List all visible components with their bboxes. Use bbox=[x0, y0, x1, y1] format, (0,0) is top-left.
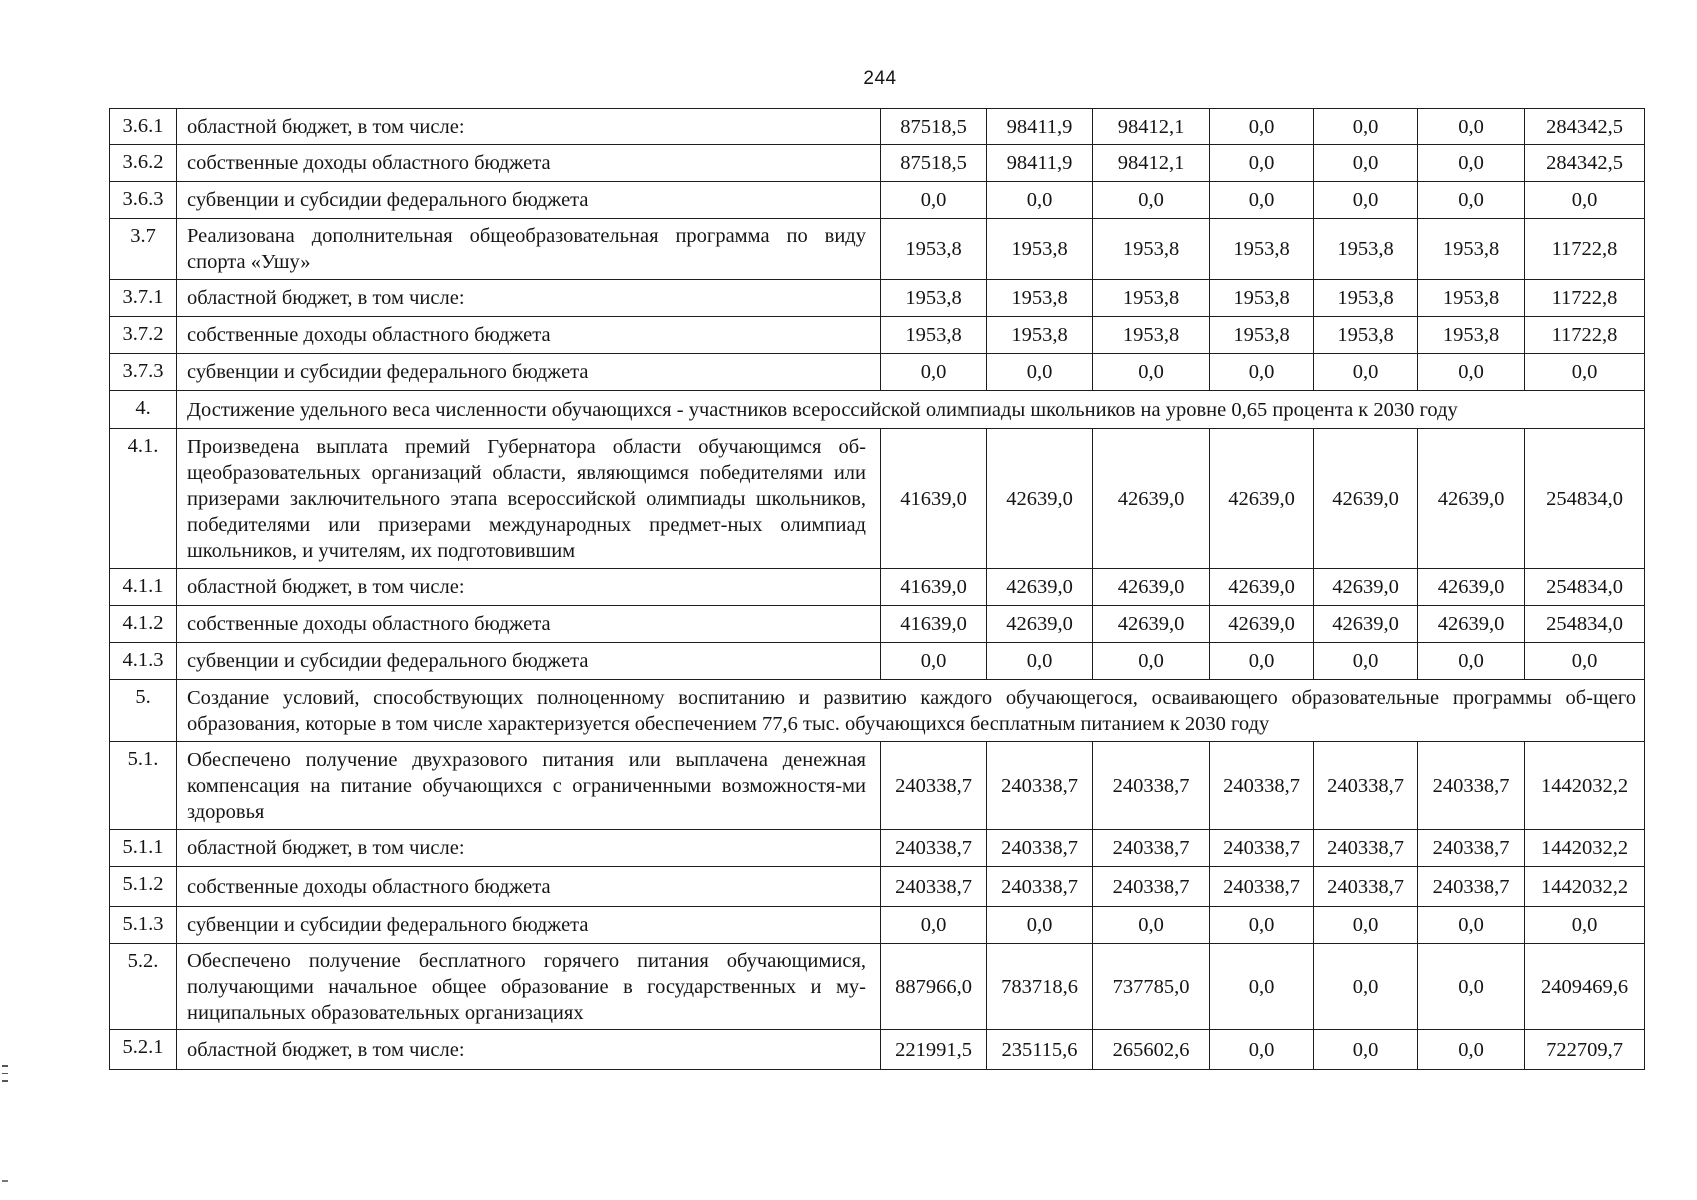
row-name: Обеспечено получение бесплатного горячего питания обучающимися, получающими начальное общее образование в государственных и му-ниципальных образовательных организациях bbox=[177, 944, 881, 1030]
table-row bbox=[110, 742, 1645, 830]
value-total: 11722,8 bbox=[1525, 280, 1645, 317]
value-year: 240338,7 bbox=[1314, 830, 1418, 867]
value-year: 0,0 bbox=[987, 643, 1093, 680]
value-year: 0,0 bbox=[1210, 145, 1314, 182]
value-year: 1953,8 bbox=[881, 219, 987, 280]
value-year: 0,0 bbox=[1418, 354, 1525, 391]
value-year: 1953,8 bbox=[1093, 219, 1210, 280]
value-year: 0,0 bbox=[1210, 643, 1314, 680]
value-year: 0,0 bbox=[987, 354, 1093, 391]
value-year: 1953,8 bbox=[1210, 219, 1314, 280]
budget-table bbox=[109, 108, 1645, 1070]
row-name: областной бюджет, в том числе: bbox=[177, 1030, 881, 1070]
value-total: 2409469,6 bbox=[1525, 944, 1645, 1030]
value-year: 42639,0 bbox=[1093, 606, 1210, 643]
value-year: 41639,0 bbox=[881, 569, 987, 606]
value-year: 0,0 bbox=[1314, 907, 1418, 944]
value-total: 11722,8 bbox=[1525, 317, 1645, 354]
row-name: субвенции и субсидии федерального бюджета bbox=[177, 907, 881, 944]
value-year: 98411,9 bbox=[987, 109, 1093, 145]
value-year: 0,0 bbox=[1418, 109, 1525, 145]
row-name: собственные доходы областного бюджета bbox=[177, 145, 881, 182]
row-code: 3.7.1 bbox=[110, 280, 177, 317]
value-year: 0,0 bbox=[1210, 354, 1314, 391]
value-year: 1953,8 bbox=[987, 280, 1093, 317]
value-year: 42639,0 bbox=[1210, 606, 1314, 643]
value-year: 240338,7 bbox=[881, 830, 987, 867]
value-year: 42639,0 bbox=[1210, 429, 1314, 569]
table-row bbox=[110, 429, 1645, 569]
value-year: 98412,1 bbox=[1093, 145, 1210, 182]
value-year: 0,0 bbox=[987, 182, 1093, 219]
row-code: 3.7.2 bbox=[110, 317, 177, 354]
table-row bbox=[110, 317, 1645, 354]
value-year: 0,0 bbox=[1093, 907, 1210, 944]
row-code: 4.1. bbox=[110, 429, 177, 569]
section-row bbox=[110, 680, 1645, 742]
table-row bbox=[110, 867, 1645, 907]
value-year: 0,0 bbox=[1314, 109, 1418, 145]
value-year: 240338,7 bbox=[1314, 867, 1418, 907]
value-year: 0,0 bbox=[1314, 354, 1418, 391]
section-title: Создание условий, способствующих полноценному воспитанию и развитию каждого обучающегося, осваивающего образовательные программы об-щего образования, которые в том числе характеризуется обеспечением 77,6 тыс. обучающихся бесплатным питанием к 2030 году bbox=[177, 680, 1645, 742]
value-year: 1953,8 bbox=[1093, 280, 1210, 317]
value-year: 235115,6 bbox=[987, 1030, 1093, 1070]
row-name: субвенции и субсидии федерального бюджета bbox=[177, 354, 881, 391]
value-total: 254834,0 bbox=[1525, 606, 1645, 643]
value-year: 42639,0 bbox=[987, 606, 1093, 643]
row-code: 4. bbox=[110, 391, 177, 429]
value-year: 42639,0 bbox=[1314, 606, 1418, 643]
value-year: 1953,8 bbox=[1210, 280, 1314, 317]
value-year: 240338,7 bbox=[1210, 830, 1314, 867]
row-code: 5.1.1 bbox=[110, 830, 177, 867]
value-year: 98412,1 bbox=[1093, 109, 1210, 145]
row-name: областной бюджет, в том числе: bbox=[177, 830, 881, 867]
value-year: 42639,0 bbox=[987, 429, 1093, 569]
value-year: 240338,7 bbox=[1210, 742, 1314, 830]
value-year: 0,0 bbox=[881, 643, 987, 680]
value-year: 0,0 bbox=[1210, 182, 1314, 219]
value-year: 87518,5 bbox=[881, 145, 987, 182]
value-year: 221991,5 bbox=[881, 1030, 987, 1070]
value-year: 0,0 bbox=[987, 907, 1093, 944]
row-code: 3.6.3 bbox=[110, 182, 177, 219]
row-name: субвенции и субсидии федерального бюджета bbox=[177, 643, 881, 680]
row-code: 5. bbox=[110, 680, 177, 742]
table-row bbox=[110, 219, 1645, 280]
row-code: 3.7.3 bbox=[110, 354, 177, 391]
value-total: 0,0 bbox=[1525, 354, 1645, 391]
value-year: 0,0 bbox=[1314, 643, 1418, 680]
value-year: 0,0 bbox=[881, 907, 987, 944]
row-code: 5.1.2 bbox=[110, 867, 177, 907]
value-year: 887966,0 bbox=[881, 944, 987, 1030]
table-row bbox=[110, 944, 1645, 1030]
value-total: 254834,0 bbox=[1525, 429, 1645, 569]
table-row bbox=[110, 280, 1645, 317]
value-year: 737785,0 bbox=[1093, 944, 1210, 1030]
value-year: 42639,0 bbox=[1418, 569, 1525, 606]
table-row bbox=[110, 354, 1645, 391]
budget-table-body bbox=[110, 109, 1645, 1070]
value-year: 42639,0 bbox=[1093, 569, 1210, 606]
value-year: 42639,0 bbox=[1093, 429, 1210, 569]
value-year: 265602,6 bbox=[1093, 1030, 1210, 1070]
table-row bbox=[110, 569, 1645, 606]
value-year: 0,0 bbox=[881, 182, 987, 219]
row-code: 4.1.3 bbox=[110, 643, 177, 680]
table-row bbox=[110, 830, 1645, 867]
value-year: 0,0 bbox=[1210, 109, 1314, 145]
value-year: 240338,7 bbox=[987, 867, 1093, 907]
value-year: 42639,0 bbox=[1314, 569, 1418, 606]
value-year: 1953,8 bbox=[1314, 317, 1418, 354]
section-row bbox=[110, 391, 1645, 429]
table-row bbox=[110, 145, 1645, 182]
row-code: 3.6.2 bbox=[110, 145, 177, 182]
value-total: 0,0 bbox=[1525, 643, 1645, 680]
value-year: 240338,7 bbox=[1418, 867, 1525, 907]
value-year: 0,0 bbox=[1418, 643, 1525, 680]
row-name: областной бюджет, в том числе: bbox=[177, 109, 881, 145]
section-title: Достижение удельного веса численности обучающихся - участников всероссийской олимпиады школьников на уровне 0,65 процента к 2030 году bbox=[177, 391, 1645, 429]
table-row bbox=[110, 1030, 1645, 1070]
value-year: 0,0 bbox=[1093, 354, 1210, 391]
value-year: 1953,8 bbox=[1418, 317, 1525, 354]
value-total: 284342,5 bbox=[1525, 109, 1645, 145]
value-year: 42639,0 bbox=[1418, 606, 1525, 643]
row-name: собственные доходы областного бюджета bbox=[177, 606, 881, 643]
value-year: 240338,7 bbox=[987, 742, 1093, 830]
value-year: 1953,8 bbox=[1210, 317, 1314, 354]
value-total: 0,0 bbox=[1525, 907, 1645, 944]
value-year: 0,0 bbox=[1093, 643, 1210, 680]
value-year: 42639,0 bbox=[1314, 429, 1418, 569]
value-year: 1953,8 bbox=[1418, 280, 1525, 317]
value-year: 0,0 bbox=[1210, 907, 1314, 944]
value-year: 0,0 bbox=[1314, 145, 1418, 182]
value-year: 240338,7 bbox=[1093, 742, 1210, 830]
value-year: 1953,8 bbox=[881, 317, 987, 354]
row-name: субвенции и субсидии федерального бюджета bbox=[177, 182, 881, 219]
value-year: 0,0 bbox=[1314, 944, 1418, 1030]
row-code: 3.6.1 bbox=[110, 109, 177, 145]
table-row bbox=[110, 606, 1645, 643]
value-year: 42639,0 bbox=[987, 569, 1093, 606]
row-code: 5.2. bbox=[110, 944, 177, 1030]
value-year: 87518,5 bbox=[881, 109, 987, 145]
table-row bbox=[110, 907, 1645, 944]
row-name: собственные доходы областного бюджета bbox=[177, 317, 881, 354]
row-code: 5.1.3 bbox=[110, 907, 177, 944]
row-code: 5.2.1 bbox=[110, 1030, 177, 1070]
table-row bbox=[110, 643, 1645, 680]
value-total: 1442032,2 bbox=[1525, 742, 1645, 830]
value-total: 0,0 bbox=[1525, 182, 1645, 219]
value-total: 254834,0 bbox=[1525, 569, 1645, 606]
value-year: 1953,8 bbox=[987, 219, 1093, 280]
row-name: Обеспечено получение двухразового питания или выплачена денежная компенсация на питание обучающихся с ограниченными возможностя-ми здоровья bbox=[177, 742, 881, 830]
value-total: 11722,8 bbox=[1525, 219, 1645, 280]
row-name: областной бюджет, в том числе: bbox=[177, 569, 881, 606]
value-year: 0,0 bbox=[1314, 1030, 1418, 1070]
value-year: 1953,8 bbox=[1418, 219, 1525, 280]
value-year: 240338,7 bbox=[987, 830, 1093, 867]
row-code: 4.1.1 bbox=[110, 569, 177, 606]
value-year: 0,0 bbox=[1210, 1030, 1314, 1070]
value-year: 0,0 bbox=[1418, 944, 1525, 1030]
value-year: 1953,8 bbox=[1093, 317, 1210, 354]
value-year: 0,0 bbox=[1418, 145, 1525, 182]
row-name: Произведена выплата премий Губернатора области обучающимся об-щеобразовательных организаций области, являющимся победителями или призерами заключительного этапа всероссийской олимпиады школьников, победителями или призерами международных предмет-ных олимпиад школьников, и учителям, их подготовившим bbox=[177, 429, 881, 569]
value-total: 1442032,2 bbox=[1525, 830, 1645, 867]
value-year: 41639,0 bbox=[881, 429, 987, 569]
value-year: 240338,7 bbox=[1314, 742, 1418, 830]
row-code: 3.7 bbox=[110, 219, 177, 280]
value-year: 1953,8 bbox=[1314, 219, 1418, 280]
row-code: 5.1. bbox=[110, 742, 177, 830]
value-year: 98411,9 bbox=[987, 145, 1093, 182]
value-year: 0,0 bbox=[881, 354, 987, 391]
value-year: 1953,8 bbox=[881, 280, 987, 317]
value-total: 722709,7 bbox=[1525, 1030, 1645, 1070]
row-name: Реализована дополнительная общеобразовательная программа по виду спорта «Ушу» bbox=[177, 219, 881, 280]
row-code: 4.1.2 bbox=[110, 606, 177, 643]
row-name: областной бюджет, в том числе: bbox=[177, 280, 881, 317]
page-number: 244 bbox=[863, 68, 897, 89]
value-year: 240338,7 bbox=[1210, 867, 1314, 907]
value-year: 240338,7 bbox=[1418, 742, 1525, 830]
value-year: 42639,0 bbox=[1210, 569, 1314, 606]
value-year: 0,0 bbox=[1418, 182, 1525, 219]
value-year: 0,0 bbox=[1093, 182, 1210, 219]
table-row bbox=[110, 182, 1645, 219]
value-year: 42639,0 bbox=[1418, 429, 1525, 569]
value-year: 240338,7 bbox=[1418, 830, 1525, 867]
value-year: 0,0 bbox=[1418, 1030, 1525, 1070]
value-year: 41639,0 bbox=[881, 606, 987, 643]
value-total: 284342,5 bbox=[1525, 145, 1645, 182]
value-year: 1953,8 bbox=[1314, 280, 1418, 317]
value-year: 0,0 bbox=[1314, 182, 1418, 219]
value-year: 240338,7 bbox=[881, 867, 987, 907]
value-year: 783718,6 bbox=[987, 944, 1093, 1030]
value-year: 0,0 bbox=[1210, 944, 1314, 1030]
margin-dash bbox=[2, 1180, 8, 1182]
value-year: 0,0 bbox=[1418, 907, 1525, 944]
table-row bbox=[110, 109, 1645, 145]
value-year: 240338,7 bbox=[881, 742, 987, 830]
value-year: 240338,7 bbox=[1093, 867, 1210, 907]
margin-marks bbox=[2, 1065, 10, 1088]
value-year: 1953,8 bbox=[987, 317, 1093, 354]
value-year: 240338,7 bbox=[1093, 830, 1210, 867]
row-name: собственные доходы областного бюджета bbox=[177, 867, 881, 907]
value-total: 1442032,2 bbox=[1525, 867, 1645, 907]
